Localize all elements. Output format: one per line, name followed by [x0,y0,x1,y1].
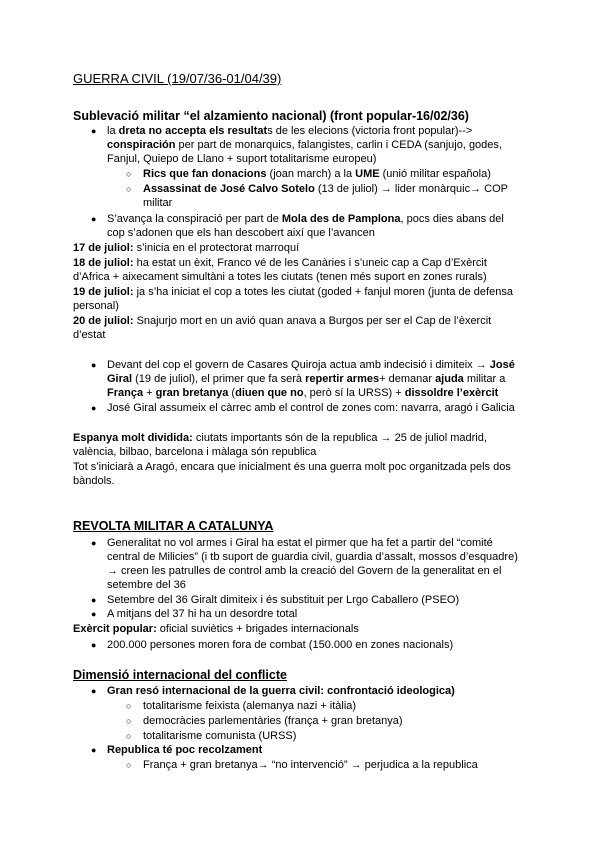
bullet-icon: ● [91,745,97,755]
bullet-icon: ● [91,538,97,548]
paragraph-espanya-cont: valència, bilbao, barcelona i màlaga són republica [73,446,317,458]
paragraph-tot-cont: bàndols. [73,475,115,487]
circle-bullet-icon: ○ [126,760,132,770]
list-item-cont: Giral (19 de juliol), el primer que fa serà repertir armes+ demanar ajuda militar a [107,373,506,385]
circle-bullet-icon: ○ [126,169,132,179]
paragraph-espanya: Espanya molt dividida: ciutats importants són de la republica → 25 de juliol madrid, [73,432,487,444]
circle-bullet-icon: ○ [126,184,132,194]
list-item-cont: setembre del 36 [107,579,186,591]
list-item-cont: cop s’adonen que els han descobert així que l’avancen [107,227,375,239]
section-heading-sublevacio: Sublevació militar “el alzamiento nacional) (front popular-16/02/36) [73,109,469,123]
date-entry-20: 20 de juliol: Snajurjo mort en un avió quan anava a Burgos per ser el Cap de l’èxercit [73,315,492,327]
list-item: José Giral assumeix el càrrec amb el control de zones com: navarra, aragó i Galicia [107,402,515,414]
list-item-cont: central de Milicies” (i tb suport de guardia civil, guardia d’assalt, mossos d’esquadre) [107,551,518,563]
date-entry-17: 17 de juliol: s’inicia en el protectorat marroquí [73,242,300,254]
sub-list-item: Assassinat de José Calvo Sotelo (13 de juliol) → lider monàrquic→ COP [143,183,508,195]
bullet-icon: ● [91,403,97,413]
list-item: A mitjans del 37 hi ha un desordre total [107,608,298,620]
list-item-cont: → creen les patrulles de control amb la creació del Govern de la generalitat en el [107,565,502,577]
list-item-cont: conspiración per part de monarquics, falangistes, carlin i CEDA (sanjujo, godes, [107,139,502,151]
sub-list-item: Rics que fan donacions (joan march) a la UME (unió militar española) [143,168,491,180]
section-heading-revolta: REVOLTA MILITAR A CATALUNYA [73,519,274,533]
page-title: GUERRA CIVIL (19/07/36-01/04/39) [73,71,282,86]
list-item: Generalitat no vol armes i Giral ha estat el pirmer que ha fet a partir del “comité [107,537,493,549]
sub-list-item: França + gran bretanya→ “no intervenció” → perjudica a la republica [143,759,478,771]
circle-bullet-icon: ○ [126,716,132,726]
section-heading-dimensio: Dimensió internacional del conflicte [73,668,287,682]
bullet-icon: ● [91,595,97,605]
list-item: Setembre del 36 Giralt dimiteix i és substituit per Lrgo Caballero (PSEO) [107,594,460,606]
sub-list-item-cont: militar [143,197,173,209]
bullet-icon: ● [91,126,97,136]
date-entry-18-cont: d’Africa + aixecament simultàni a totes les ciutats (tenen més suport en zones rurals) [73,271,487,283]
sub-list-item: totalitarisme feixista (alemanya nazi + itàlia) [143,700,357,712]
paragraph-tot: Tot s’iniciarà a Aragó, encara que inicialment és una guerra molt poc organitzada pels dos [73,461,511,473]
bullet-icon: ● [91,686,97,696]
list-item: S’avança la conspiració per part de Mola des de Pamplona, pocs dies abans del [107,213,504,225]
date-entry-19-cont: personal) [73,300,119,312]
list-item-cont: Fanjul, Quiepo de Llano + suport totalitarisme europeu) [107,153,377,165]
list-item: la dreta no accepta els resultats de les elecions (victoria front popular)--> [107,125,473,137]
sub-list-item: democràcies parlementàries (frança + gran bretanya) [143,715,403,727]
bullet-icon: ● [91,214,97,224]
bullet-icon: ● [91,609,97,619]
date-entry-20-cont: d’estat [73,329,106,341]
date-entry-18: 18 de juliol: ha estat un èxit, Franco vé de les Canàries i s’uneic cap a Cap d’Exèrcit [73,257,487,269]
date-entry-19: 19 de juliol: ja s’ha iniciat el cop a totes les ciutat (goded + fanjul moren (junta de defensa [73,286,513,298]
list-item: Gran resó internacional de la guerra civil: confrontació ideologica) [107,685,455,697]
bullet-icon: ● [91,640,97,650]
sub-list-item: totalitarisme comunista (URSS) [143,730,297,742]
paragraph-exercit: Exèrcit popular: oficial suviètics + brigades internacionals [73,623,359,635]
list-item-cont: França + gran bretanya (diuen que no, però sí la URSS) + dissoldre l’exèrcit [107,387,499,399]
circle-bullet-icon: ○ [126,701,132,711]
list-item: Devant del cop el govern de Casares Quiroja actua amb indecisió i dimiteix → José [107,359,515,371]
bullet-icon: ● [91,360,97,370]
list-item: Republica té poc recolzament [107,744,263,756]
circle-bullet-icon: ○ [126,731,132,741]
list-item: 200.000 persones moren fora de combat (150.000 en zones nacionals) [107,639,454,651]
